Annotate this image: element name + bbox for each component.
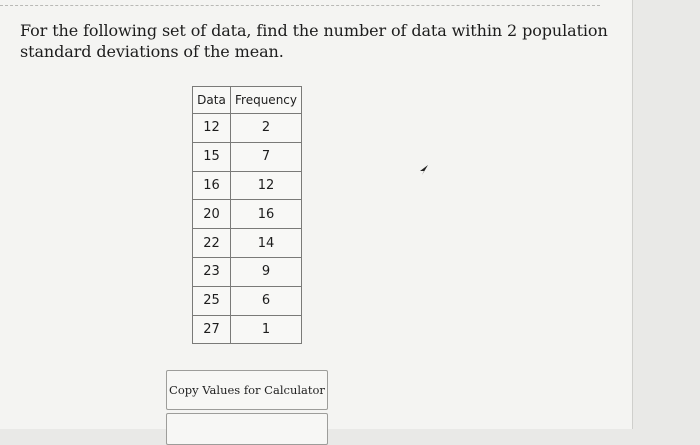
copy-values-button[interactable]: Copy Values for Calculator (166, 370, 328, 410)
data-value-cell: 12 (193, 114, 231, 143)
frequency-value-cell: 12 (231, 171, 302, 200)
table-row (193, 257, 302, 286)
frequency-value-cell: 2 (231, 114, 302, 143)
data-value-cell: 16 (193, 171, 231, 200)
data-value-cell: 27 (193, 315, 231, 344)
frequency-value-cell: 6 (231, 286, 302, 315)
table-row (193, 171, 302, 200)
frequency-value-cell: 1 (231, 315, 302, 344)
table-row (193, 315, 302, 344)
table-row (193, 229, 302, 258)
table-row (193, 200, 302, 229)
top-divider (0, 5, 600, 6)
frequency-value-cell: 9 (231, 257, 302, 286)
frequency-table (192, 86, 302, 344)
question-text: For the following set of data, find the number of data within 2 population standard deviations of the mean. (20, 21, 608, 61)
partial-button[interactable] (166, 413, 328, 445)
header-data: Data (193, 87, 231, 114)
data-value-cell: 15 (193, 142, 231, 171)
frequency-value-cell: 7 (231, 142, 302, 171)
frequency-value-cell: 14 (231, 229, 302, 258)
data-value-cell: 20 (193, 200, 231, 229)
frequency-value-cell: 16 (231, 200, 302, 229)
header-frequency: Frequency (231, 87, 302, 114)
data-value-cell: 22 (193, 229, 231, 258)
data-value-cell: 25 (193, 286, 231, 315)
table-row (193, 286, 302, 315)
table-header-row (193, 87, 302, 114)
table-row (193, 142, 302, 171)
table-row (193, 114, 302, 143)
data-value-cell: 23 (193, 257, 231, 286)
mouse-pointer-icon (418, 164, 430, 176)
